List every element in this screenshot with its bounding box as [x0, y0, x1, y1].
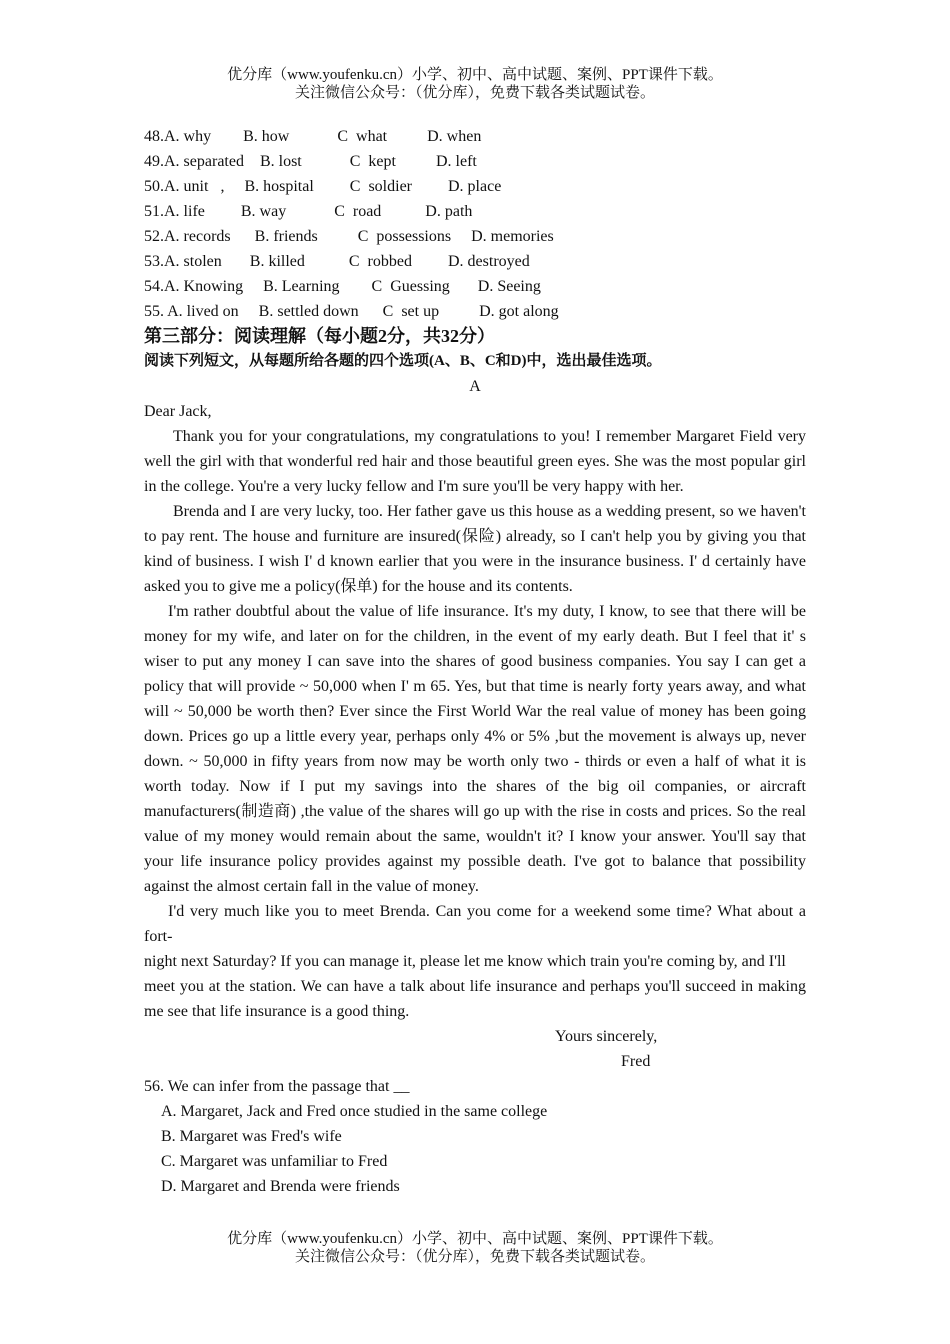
letter-paragraph-4-line-1: I'd very much like you to meet Brenda. Can you come for a weekend some time? What about a fort- — [144, 903, 806, 945]
cloze-option-52: 52.A. records B. friends C possessions D. memories — [144, 228, 554, 245]
question-option-c: C. Margaret was unfamiliar to Fred — [161, 1153, 388, 1170]
cloze-option-54: 54.A. Knowing B. Learning C Guessing D. Seeing — [144, 278, 541, 295]
question-stem: 56. We can infer from the passage that __ — [144, 1078, 410, 1095]
letter-closing: Yours sincerely, — [555, 1028, 658, 1045]
page-header — [0, 66, 950, 102]
letter-paragraph-4-line-2: night next Saturday? If you can manage it, please let me know which train you're coming by, and I'll — [144, 953, 786, 970]
header-line-1: 优分库（www.youfenku.cn）小学、初中、高中试题、案例、PPT课件下载。 — [227, 67, 723, 83]
cloze-option-50: 50.A. unit , B. hospital C soldier D. place — [144, 178, 502, 195]
letter — [144, 399, 806, 1074]
letter-paragraph-4-line-3: meet you at the station. We can have a talk about life insurance and perhaps you'll succeed in making me see that life insurance is a good thing. — [144, 978, 806, 1020]
section-title: 第三部分：阅读理解（每小题2分，共32分） — [144, 326, 495, 346]
footer-line-2: 关注微信公众号：（优分库），免费下载各类试题试卷。 — [294, 1249, 655, 1265]
cloze-options — [144, 124, 806, 324]
cloze-option-53: 53.A. stolen B. killed C robbed D. destroyed — [144, 253, 530, 270]
question-56 — [144, 1074, 806, 1199]
cloze-option-55: 55. A. lived on B. settled down C set up D. got along — [144, 303, 559, 320]
header-line-2: 关注微信公众号：（优分库），免费下载各类试题试卷。 — [294, 85, 655, 101]
footer-line-1: 优分库（www.youfenku.cn）小学、初中、高中试题、案例、PPT课件下载。 — [227, 1231, 723, 1247]
letter-greeting: Dear Jack, — [144, 403, 212, 420]
cloze-option-48: 48.A. why B. how C what D. when — [144, 128, 482, 145]
passage-label: A — [469, 378, 481, 395]
letter-paragraph-3: I'm rather doubtful about the value of life insurance. It's my duty, I know, to see that there will be money for my wife, and later on for the children, in the event of my early death. But I feel that it' s wiser to put any money I can save into the shares of good business companies. You say I can get a policy that will provide ~ 50,000 when I' m 65. Yes, but that time is nearly forty years away, and what will ~ 50,000 be worth then? Ever since the First World War the real value of money has been going down. Prices go up a little every year, perhaps only 4% or 5% ,but the movement is always up, never down. ~ 50,000 in fifty years from now may be worth only two - thirds or even a half of what it is worth today. Now if I put my savings into the shares of the big oil companies, or aircraft manufacturers(制造商) ,the value of the shares will go up with the rise in costs and prices. So the real value of my money would remain about the same, wouldn't it? I know your answer. You'll say that your life insurance policy provides against my possible death. I've got to balance that possibility against the almost certain fall in the value of money. — [144, 603, 806, 895]
letter-paragraph-1: Thank you for your congratulations, my congratulations to you! I remember Margaret Field very well the girl with that wonderful red hair and those beautiful green eyes. She was the most popular girl in the college. You're a very lucky fellow and I'm sure you'll be very happy with her. — [144, 428, 806, 495]
document-body — [144, 124, 806, 1199]
letter-signature: Fred — [621, 1053, 651, 1070]
question-option-b: B. Margaret was Fred's wife — [161, 1128, 342, 1145]
question-option-d: D. Margaret and Brenda were friends — [161, 1178, 400, 1195]
question-option-a: A. Margaret, Jack and Fred once studied in the same college — [161, 1103, 548, 1120]
cloze-option-49: 49.A. separated B. lost C kept D. left — [144, 153, 477, 170]
section-instruction: 阅读下列短文，从每题所给各题的四个选项(A、B、C和D)中，选出最佳选项。 — [144, 353, 662, 369]
cloze-option-51: 51.A. life B. way C road D. path — [144, 203, 473, 220]
letter-paragraph-2: Brenda and I are very lucky, too. Her father gave us this house as a wedding present, so we haven't to pay rent. The house and furniture are insured(保险) already, so I can't help you by giving you that kind of business. I wish I' d known earlier that you were in the insurance business. I' d certainly have asked you to give me a policy(保单) for the house and its contents. — [144, 503, 806, 595]
page-footer — [0, 1230, 950, 1266]
